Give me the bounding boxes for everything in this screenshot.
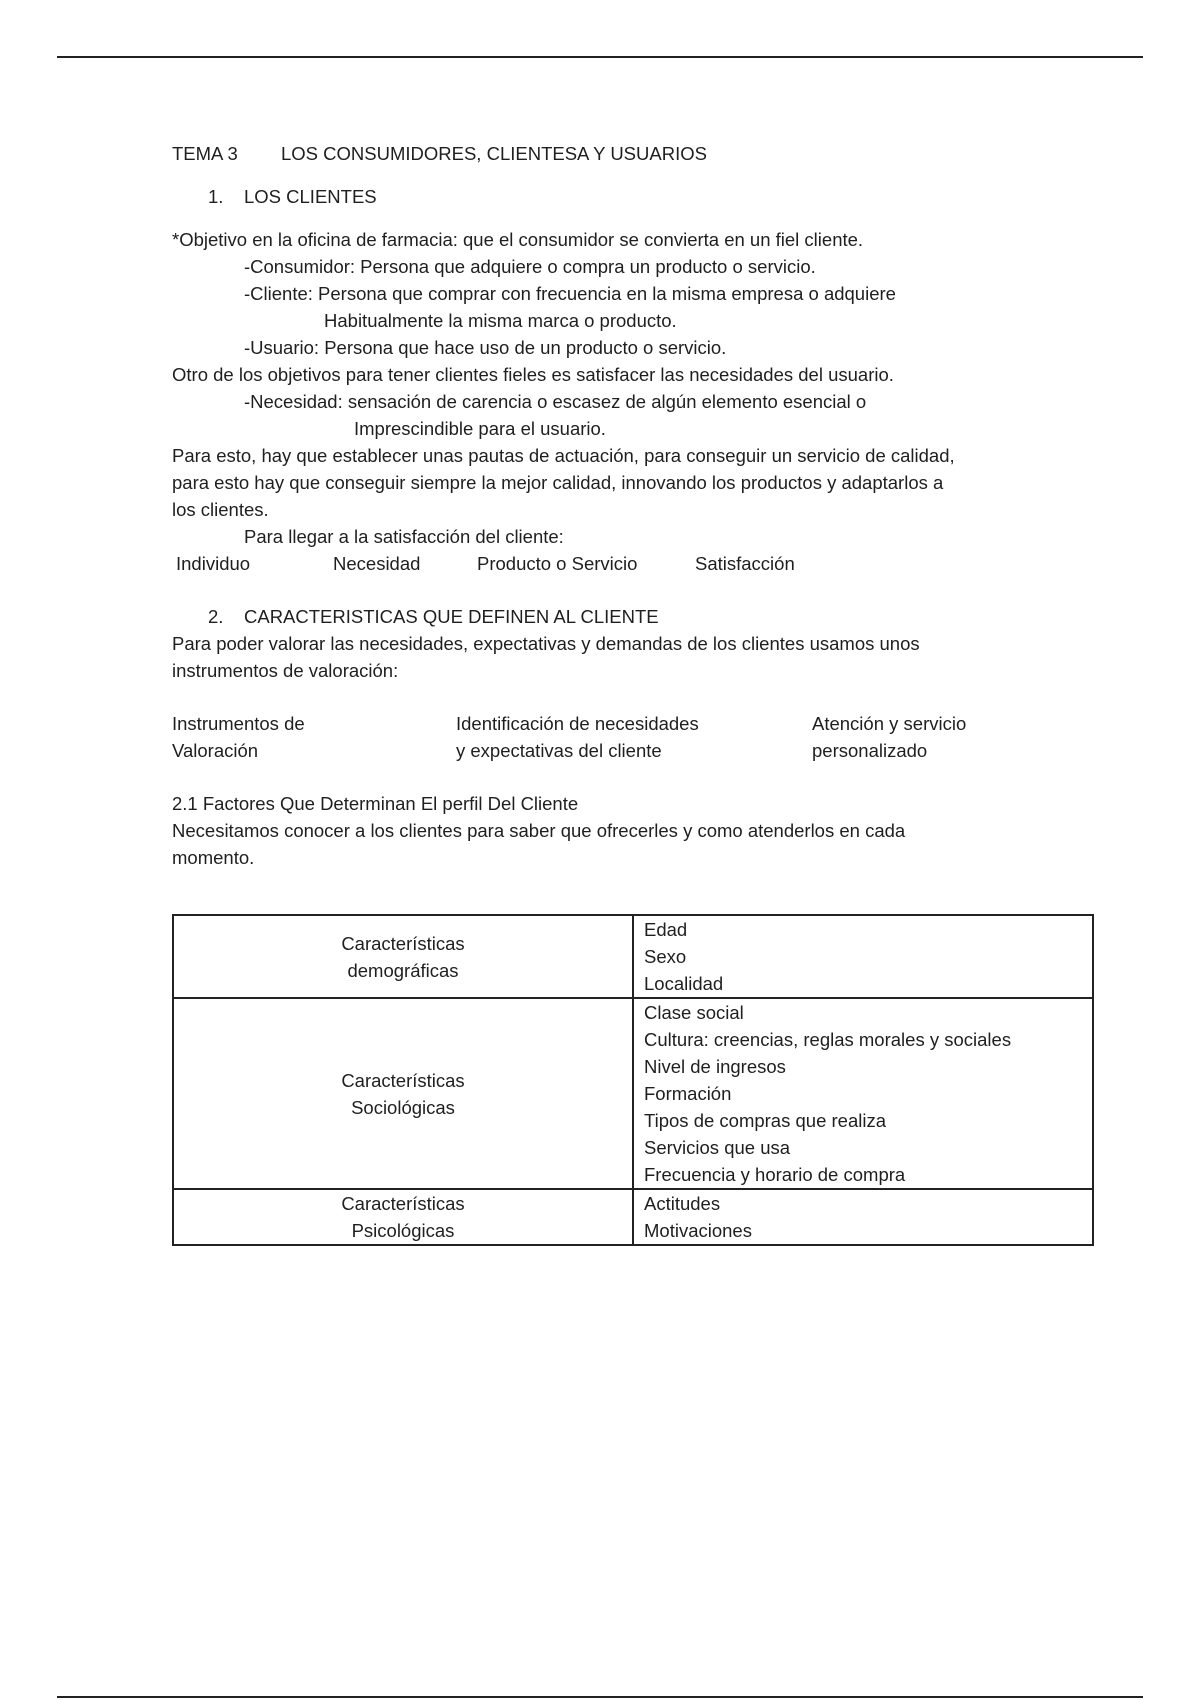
list-item: Motivaciones bbox=[644, 1220, 752, 1241]
items-cell bbox=[633, 998, 1093, 1189]
list-item: Servicios que usa bbox=[644, 1137, 791, 1158]
paragraph-line: Imprescindible para el usuario. bbox=[354, 418, 606, 439]
paragraph-line: Para esto, hay que establecer unas pautas de actuación, para conseguir un servicio de calidad, bbox=[172, 445, 955, 466]
flow-step-satisfaccion: Satisfacción bbox=[695, 553, 795, 574]
paragraph-line: *Objetivo en la oficina de farmacia: que el consumidor se convierta en un fiel cliente. bbox=[172, 229, 864, 250]
items-cell bbox=[633, 1189, 1093, 1245]
paragraph-line: -Consumidor: Persona que adquiere o compra un producto o servicio. bbox=[244, 256, 816, 277]
client-profile-table bbox=[172, 914, 1094, 1246]
list-item: Actitudes bbox=[644, 1193, 721, 1214]
column-line: Atención y servicio bbox=[812, 713, 967, 734]
paragraph-line: Necesitamos conocer a los clientes para saber que ofrecerles y como atenderlos en cada bbox=[172, 820, 906, 841]
satisfaction-flow bbox=[172, 550, 1092, 577]
paragraph-line: los clientes. bbox=[172, 499, 269, 520]
category-label: Características bbox=[341, 932, 465, 954]
table-row bbox=[173, 915, 1093, 998]
section-1-number: 1. bbox=[208, 186, 224, 207]
category-cell bbox=[173, 998, 633, 1189]
paragraph-line: Otro de los objetivos para tener clientes fieles es satisfacer las necesidades del usuario. bbox=[172, 364, 894, 385]
list-item: Tipos de compras que realiza bbox=[644, 1110, 886, 1131]
category-cell bbox=[173, 915, 633, 998]
flow-step-necesidad: Necesidad bbox=[333, 553, 421, 574]
paragraph-line: instrumentos de valoración: bbox=[172, 660, 399, 681]
list-item: Clase social bbox=[644, 1002, 744, 1023]
section-1-title: LOS CLIENTES bbox=[244, 186, 377, 207]
paragraph-line: para esto hay que conseguir siempre la mejor calidad, innovando los productos y adaptarlos a bbox=[172, 472, 944, 493]
items-cell bbox=[633, 915, 1093, 998]
flow-step-producto: Producto o Servicio bbox=[477, 553, 638, 574]
column-line: Identificación de necesidades bbox=[456, 713, 699, 734]
list-item: Edad bbox=[644, 919, 688, 940]
list-item: Sexo bbox=[644, 946, 687, 967]
category-label: Características bbox=[341, 1069, 465, 1091]
paragraph-line: -Necesidad: sensación de carencia o escasez de algún elemento esencial o bbox=[244, 391, 867, 412]
paragraph-line: Para poder valorar las necesidades, expectativas y demandas de los clientes usamos unos bbox=[172, 633, 920, 654]
table-row bbox=[173, 1189, 1093, 1245]
subsection-2-1-title: 2.1 Factores Que Determinan El perfil Del Cliente bbox=[172, 793, 579, 814]
column-identificacion bbox=[456, 710, 699, 764]
section-2-number: 2. bbox=[208, 606, 224, 627]
column-line: Instrumentos de bbox=[172, 713, 305, 734]
list-item: Cultura: creencias, reglas morales y sociales bbox=[644, 1029, 1012, 1050]
paragraph-line: momento. bbox=[172, 847, 255, 868]
list-item: Formación bbox=[644, 1083, 732, 1104]
table-row bbox=[173, 998, 1093, 1189]
category-label: demográficas bbox=[347, 959, 459, 981]
tema-title: LOS CONSUMIDORES, CLIENTESA Y USUARIOS bbox=[281, 143, 707, 164]
column-atencion bbox=[812, 710, 966, 764]
paragraph-line: Para llegar a la satisfacción del cliente: bbox=[244, 526, 564, 547]
list-item: Localidad bbox=[644, 973, 724, 994]
paragraph-line: -Usuario: Persona que hace uso de un producto o servicio. bbox=[244, 337, 727, 358]
category-label: Características bbox=[341, 1193, 465, 1214]
column-instrumentos bbox=[172, 710, 305, 764]
column-line: personalizado bbox=[812, 740, 928, 761]
document-title bbox=[172, 140, 1092, 167]
section-1-heading bbox=[172, 183, 1092, 210]
section-2-heading bbox=[172, 603, 1092, 630]
column-line: y expectativas del cliente bbox=[456, 740, 662, 761]
valuation-columns bbox=[172, 710, 1092, 764]
category-label: Sociológicas bbox=[351, 1096, 455, 1118]
top-rule bbox=[57, 56, 1143, 58]
list-item: Frecuencia y horario de compra bbox=[644, 1164, 906, 1185]
column-line: Valoración bbox=[172, 740, 259, 761]
list-item: Nivel de ingresos bbox=[644, 1056, 786, 1077]
document-body bbox=[172, 140, 1092, 871]
category-label: Psicológicas bbox=[351, 1220, 455, 1241]
flow-step-individuo: Individuo bbox=[176, 553, 251, 574]
bottom-rule bbox=[57, 1696, 1143, 1698]
section-2-title: CARACTERISTICAS QUE DEFINEN AL CLIENTE bbox=[244, 606, 659, 627]
category-cell bbox=[173, 1189, 633, 1245]
tema-label: TEMA 3 bbox=[172, 143, 238, 164]
paragraph-line: -Cliente: Persona que comprar con frecuencia en la misma empresa o adquiere bbox=[244, 283, 896, 304]
paragraph-line: Habitualmente la misma marca o producto. bbox=[324, 310, 677, 331]
